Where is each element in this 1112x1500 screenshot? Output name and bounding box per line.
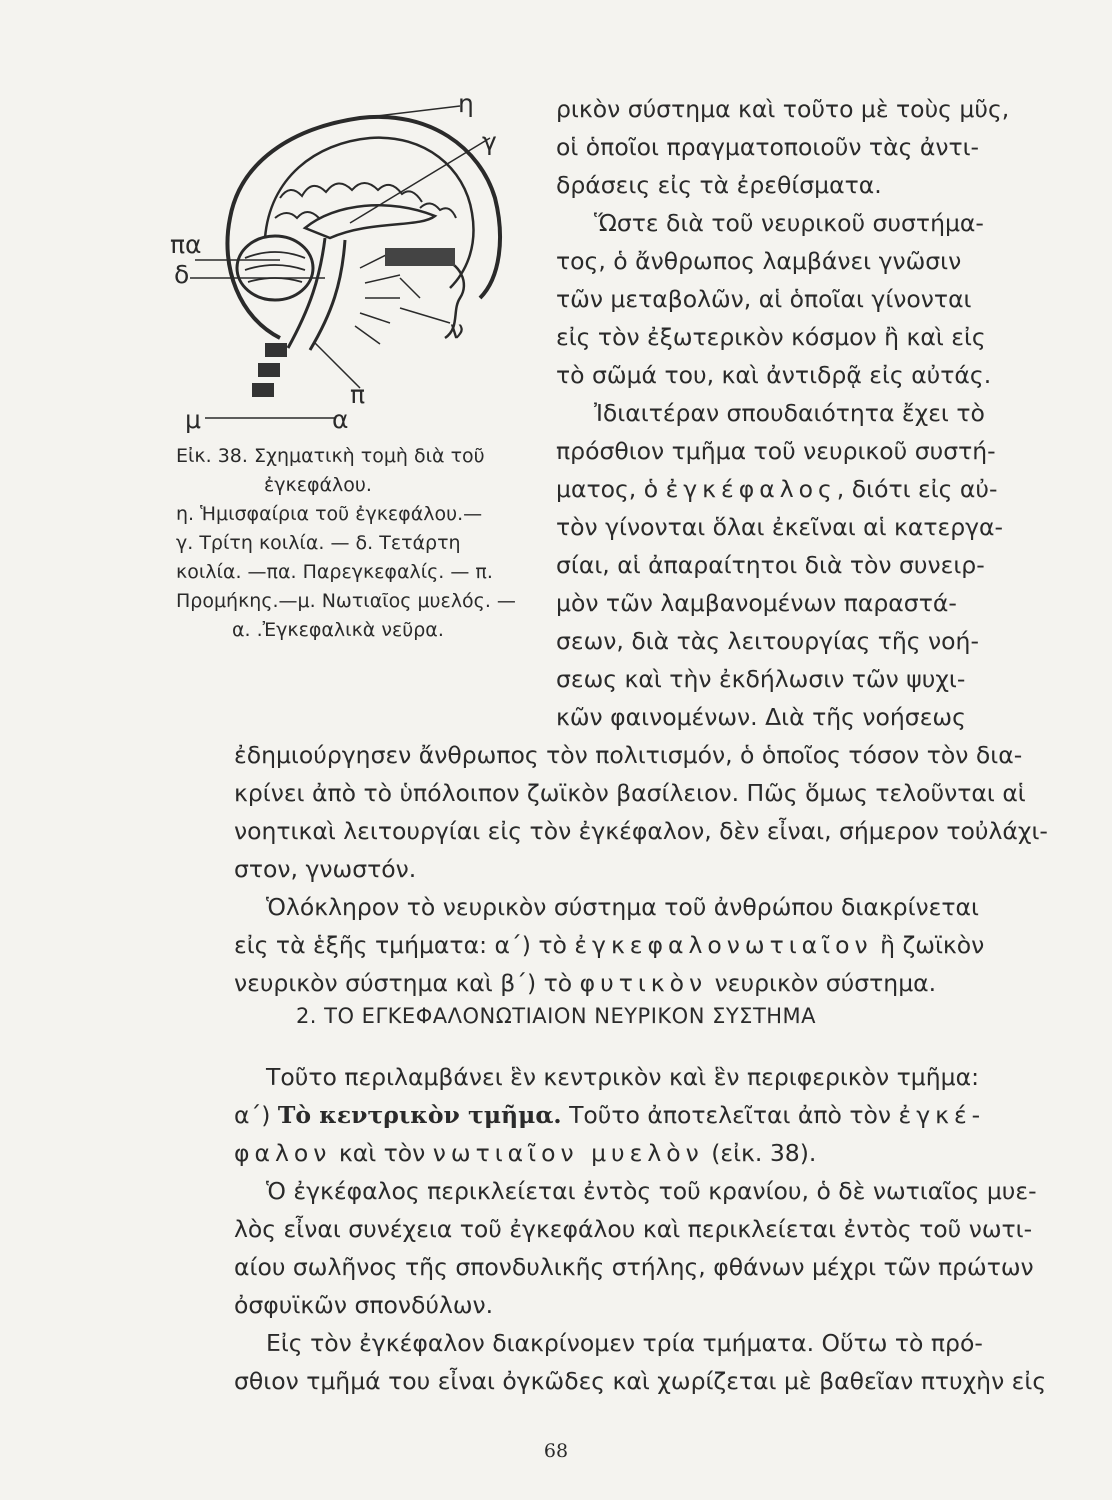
text-line: Τοῦτο περιλαμβάνει ἓν κεντρικὸν καὶ ἓν περιφερικὸν τμῆμα: xyxy=(266,1063,979,1091)
vertebra xyxy=(265,343,287,357)
text-line: ὀσφυϊκῶν σπονδύλων. xyxy=(234,1291,494,1319)
text-run: καὶ τὸν xyxy=(331,1139,433,1167)
text-line: τῶν μεταβολῶν, αἱ ὁποῖαι γίνονται xyxy=(556,285,972,313)
spaced-term: φαλον xyxy=(234,1139,332,1167)
section-heading: 2. ΤΟ ΕΓΚΕΦΑΛΟΝΩΤΙΑΙΟΝ ΝΕΥΡΙΚΟΝ ΣΥΣΤΗΜΑ xyxy=(295,1004,817,1028)
text-run: α΄) xyxy=(234,1101,278,1129)
label-nu: ν xyxy=(450,315,464,344)
text-line: μὸν τῶν λαμβανομένων παραστά- xyxy=(556,589,957,617)
text-line: Ὥστε διὰ τοῦ νευρικοῦ συστήμα- xyxy=(594,209,984,237)
leader-eta xyxy=(360,106,460,118)
text-line: σίαι, αἱ ἀπαραίτητοι διὰ τὸν συνειρ- xyxy=(556,551,985,579)
text-line: αίου σωλῆνος τῆς σπονδυλικῆς στήλης, φθάνων μέχρι τῶν πρώτων xyxy=(234,1253,1034,1281)
caption-line: κοιλία. —πα. Παρεγκεφαλίς. — π. xyxy=(176,561,493,583)
bold-term: Τὸ κεντρικὸν τμῆμα. xyxy=(277,1101,562,1129)
text-line: τος, ὁ ἄνθρωπος λαμβάνει γνῶσιν xyxy=(556,247,962,275)
figure-caption xyxy=(176,442,536,645)
text-line: τὸ σῶμά του, καὶ ἀντιδρᾷ εἰς αὐτάς. xyxy=(556,361,992,389)
text-run: νευρικὸν σύστημα καὶ β΄) τὸ xyxy=(234,969,580,997)
label-delta: δ xyxy=(174,260,190,289)
text-line: νοητικαὶ λειτουργίαι εἰς τὸν ἐγκέφαλον, δὲν εἶναι, σήμερον τοὐλάχι- xyxy=(234,817,1048,845)
brain-diagram xyxy=(160,88,540,448)
text-line: κρίνει ἀπὸ τὸ ὑπόλοιπον ζωϊκὸν βασίλειον. Πῶς ὅμως τελοῦνται αἱ xyxy=(234,779,1026,807)
page-number: 68 xyxy=(543,1440,569,1462)
leader-nu xyxy=(400,308,450,323)
text-line: σθιον τμῆμά του εἶναι ὀγκῶδες καὶ χωρίζεται μὲ βαθεῖαν πτυχὴν εἰς xyxy=(234,1367,1047,1395)
text-line xyxy=(234,1136,816,1170)
text-line: ρικὸν σύστημα καὶ τοῦτο μὲ τοὺς μῦς, xyxy=(556,95,1010,123)
label-alpha: α xyxy=(332,405,349,434)
text-run: (εἰκ. 38). xyxy=(703,1139,817,1167)
label-gamma: γ xyxy=(482,127,497,156)
spaced-term: νωτιαῖον μυελὸν xyxy=(432,1139,704,1167)
text-run: ἢ ζωϊκὸν xyxy=(872,931,985,959)
text-line xyxy=(234,928,984,962)
vertebra xyxy=(252,383,274,397)
brain-section-figure xyxy=(160,88,540,448)
spaced-term: ἐγκέφαλος xyxy=(665,475,837,503)
text-line xyxy=(234,966,936,1000)
text-line: τὸν γίνονται ὅλαι ἐκεῖναι αἱ κατεργα- xyxy=(556,513,1004,541)
text-line: Ὁ ἐγκέφαλος περικλείεται ἐντὸς τοῦ κρανίου, ὁ δὲ νωτιαῖος μυε- xyxy=(266,1177,1037,1205)
text-run: , διότι εἰς αὐ- xyxy=(836,475,998,503)
nerve-fibres xyxy=(355,253,440,344)
nasal-block xyxy=(385,248,455,266)
caption-line-last: α. .Ἐγκεφαλικὰ νεῦρα. xyxy=(232,619,444,641)
label-pi: π xyxy=(350,380,366,409)
text-line: στον, γνωστόν. xyxy=(234,855,417,883)
text-line: Εἰς τὸν ἐγκέφαλον διακρίνομεν τρία τμήματα. Οὕτω τὸ πρό- xyxy=(266,1329,983,1357)
text-run: ματος, ὁ xyxy=(556,475,666,503)
text-line: εἰς τὸν ἐξωτερικὸν κόσμον ἢ καὶ εἰς xyxy=(556,323,986,351)
text-line xyxy=(556,472,998,506)
caption-line: η. Ἡμισφαίρια τοῦ ἐγκεφάλου.— xyxy=(176,503,483,525)
text-run: νευρικὸν σύστημα. xyxy=(707,969,937,997)
caption-line: Προμήκης.—μ. Νωτιαῖος μυελός. — xyxy=(176,590,516,612)
text-line: σεως καὶ τὴν ἐκδήλωσιν τῶν ψυχι- xyxy=(556,665,966,693)
spaced-term: ἐγκεφαλονωτιαῖον xyxy=(574,931,873,959)
text-line: κῶν φαινομένων. Διὰ τῆς νοήσεως xyxy=(556,703,966,731)
caption-title: Εἰκ. 38. Σχηματικὴ τομὴ διὰ τοῦ xyxy=(176,445,485,467)
text-run: εἰς τὰ ἑξῆς τμήματα: α΄) τὸ xyxy=(234,931,575,959)
text-line: πρόσθιον τμῆμα τοῦ νευρικοῦ συστή- xyxy=(556,437,996,465)
label-pa: πα xyxy=(170,230,202,259)
label-eta: η xyxy=(458,89,474,118)
text-line: Ἰδιαιτέραν σπουδαιότητα ἔχει τὸ xyxy=(594,399,985,427)
text-line: λὸς εἶναι συνέχεια τοῦ ἐγκεφάλου καὶ περικλείεται ἐντὸς τοῦ νωτι- xyxy=(234,1215,1033,1243)
text-line: σεων, διὰ τὰς λειτουργίας τῆς νοή- xyxy=(556,627,979,655)
spaced-term: ἐγκέ- xyxy=(898,1101,986,1129)
caption-title-cont: ἐγκεφάλου. xyxy=(264,474,372,496)
text-line: δράσεις εἰς τὰ ἐρεθίσματα. xyxy=(556,171,882,199)
caption-line: γ. Τρίτη κοιλία. — δ. Τετάρτη xyxy=(176,532,461,554)
text-line: οἱ ὁποῖοι πραγματοποιοῦν τὰς ἀντι- xyxy=(556,133,980,161)
text-line xyxy=(234,1098,985,1132)
text-line: Ὁλόκληρον τὸ νευρικὸν σύστημα τοῦ ἀνθρώπου διακρίνεται xyxy=(266,893,979,921)
spaced-term: φυτικὸν xyxy=(579,969,708,997)
label-mu: μ xyxy=(185,405,201,434)
vertebra xyxy=(258,363,280,377)
text-run: Τοῦτο ἀποτελεῖται ἀπὸ τὸν xyxy=(561,1101,899,1129)
text-line: ἐδημιούργησεν ἄνθρωπος τὸν πολιτισμόν, ὁ ὁποῖος τόσον τὸν δια- xyxy=(234,741,1023,769)
